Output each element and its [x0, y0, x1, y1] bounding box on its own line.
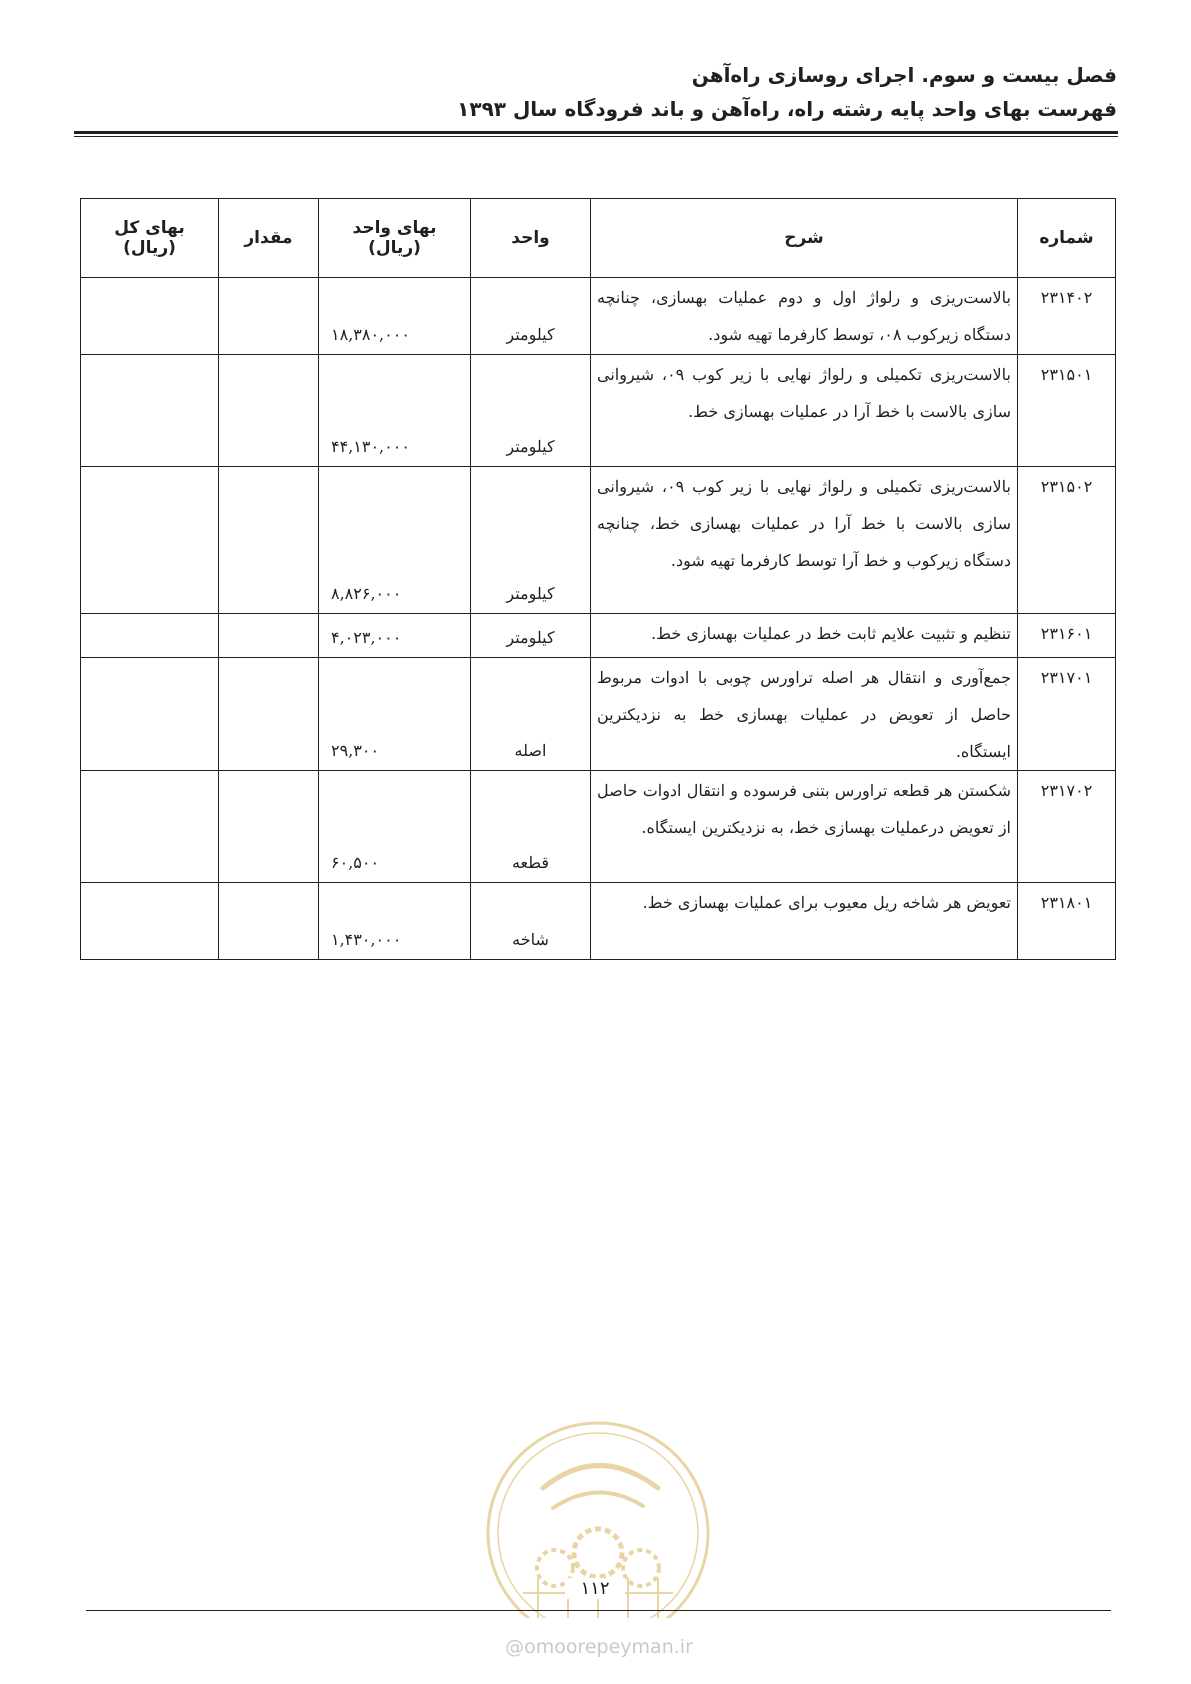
row-total-price: [81, 355, 219, 467]
header-rule-thin: [74, 136, 1118, 137]
table-row: [81, 355, 1116, 467]
row-total-price: [81, 658, 219, 771]
header-code: شماره: [1018, 199, 1116, 278]
row-description: بالاست‌ریزی تکمیلی و رلواژ نهایی با زیر کوب ۰۹، شیروانی سازی بالاست با خط آرا در عملیات بهسازی خط.: [591, 355, 1018, 467]
page-number: ۱۱۲: [565, 1578, 625, 1599]
row-unit: کیلومتر: [471, 614, 591, 658]
row-description: شکستن هر قطعه تراورس بتنی فرسوده و انتقال ادوات حاصل از تعویض درعملیات بهسازی خط، به نزدیکترین ایستگاه.: [591, 771, 1018, 883]
row-unit: کیلومتر: [471, 355, 591, 467]
row-unit-price: ۶۰,۵۰۰: [319, 771, 471, 883]
at-icon: @: [505, 1636, 525, 1658]
table-row: [81, 614, 1116, 658]
row-description: تعویض هر شاخه ریل معیوب برای عملیات بهسازی خط.: [591, 883, 1018, 960]
price-table: [80, 198, 1116, 960]
row-code: ۲۳۱۵۰۲: [1018, 467, 1116, 614]
table-row: [81, 467, 1116, 614]
row-unit-price: ۲۹,۳۰۰: [319, 658, 471, 771]
header-total-price: بهای کل (ریال): [81, 199, 219, 278]
table-row: [81, 883, 1116, 960]
header-unit-price: بهای واحد (ریال): [319, 199, 471, 278]
row-total-price: [81, 614, 219, 658]
row-total-price: [81, 278, 219, 355]
row-code: ۲۳۱۵۰۱: [1018, 355, 1116, 467]
header-rule-thick: [74, 131, 1118, 134]
row-total-price: [81, 771, 219, 883]
row-code: ۲۳۱۶۰۱: [1018, 614, 1116, 658]
row-unit-price: ۱,۴۳۰,۰۰۰: [319, 883, 471, 960]
row-quantity: [219, 278, 319, 355]
row-unit-price: ۴۴,۱۳۰,۰۰۰: [319, 355, 471, 467]
site-watermark: [494, 1636, 704, 1658]
row-code: ۲۳۱۷۰۱: [1018, 658, 1116, 771]
row-unit: قطعه: [471, 771, 591, 883]
site-name: omoorepeyman.ir: [524, 1636, 693, 1658]
table-row: [81, 771, 1116, 883]
document-title: فهرست بهای واحد پایه رشته راه، راه‌آهن و باند فرودگاه سال ۱۳۹۳: [457, 97, 1117, 121]
row-description: بالاست‌ریزی و رلواژ اول و دوم عملیات بهسازی، چنانچه دستگاه زیرکوب ۰۸، توسط کارفرما تهیه شود.: [591, 278, 1018, 355]
table-row: [81, 658, 1116, 771]
row-unit: شاخه: [471, 883, 591, 960]
row-description: تنظیم و تثبیت علایم ثابت خط در عملیات بهسازی خط.: [591, 614, 1018, 658]
header-quantity: مقدار: [219, 199, 319, 278]
table-row: [81, 278, 1116, 355]
chapter-title: فصل بیست و سوم. اجرای روسازی راه‌آهن: [691, 63, 1117, 87]
row-code: ۲۳۱۴۰۲: [1018, 278, 1116, 355]
row-quantity: [219, 771, 319, 883]
row-unit: اصله: [471, 658, 591, 771]
footer-rule: [86, 1610, 1111, 1611]
row-description: جمع‌آوری و انتقال هر اصله تراورس چوبی با ادوات مربوط حاصل از تعویض در عملیات بهسازی خط به نزدیکترین ایستگاه.: [591, 658, 1018, 771]
row-unit-price: ۸,۸۲۶,۰۰۰: [319, 467, 471, 614]
row-quantity: [219, 883, 319, 960]
row-unit-price: ۴,۰۲۳,۰۰۰: [319, 614, 471, 658]
header-unit: واحد: [471, 199, 591, 278]
row-unit: کیلومتر: [471, 278, 591, 355]
row-quantity: [219, 355, 319, 467]
row-unit-price: ۱۸,۳۸۰,۰۰۰: [319, 278, 471, 355]
row-description: بالاست‌ریزی تکمیلی و رلواژ نهایی با زیر کوب ۰۹، شیروانی سازی بالاست با خط آرا در عملیات بهسازی خط، چنانچه دستگاه زیرکوب و خط آرا توسط کارفرما تهیه شود.: [591, 467, 1018, 614]
row-code: ۲۳۱۷۰۲: [1018, 771, 1116, 883]
row-quantity: [219, 658, 319, 771]
table-header-row: [81, 199, 1116, 278]
row-quantity: [219, 614, 319, 658]
page-header: [67, 58, 1117, 126]
header-description: شرح: [591, 199, 1018, 278]
row-code: ۲۳۱۸۰۱: [1018, 883, 1116, 960]
row-total-price: [81, 467, 219, 614]
row-total-price: [81, 883, 219, 960]
row-unit: کیلومتر: [471, 467, 591, 614]
row-quantity: [219, 467, 319, 614]
